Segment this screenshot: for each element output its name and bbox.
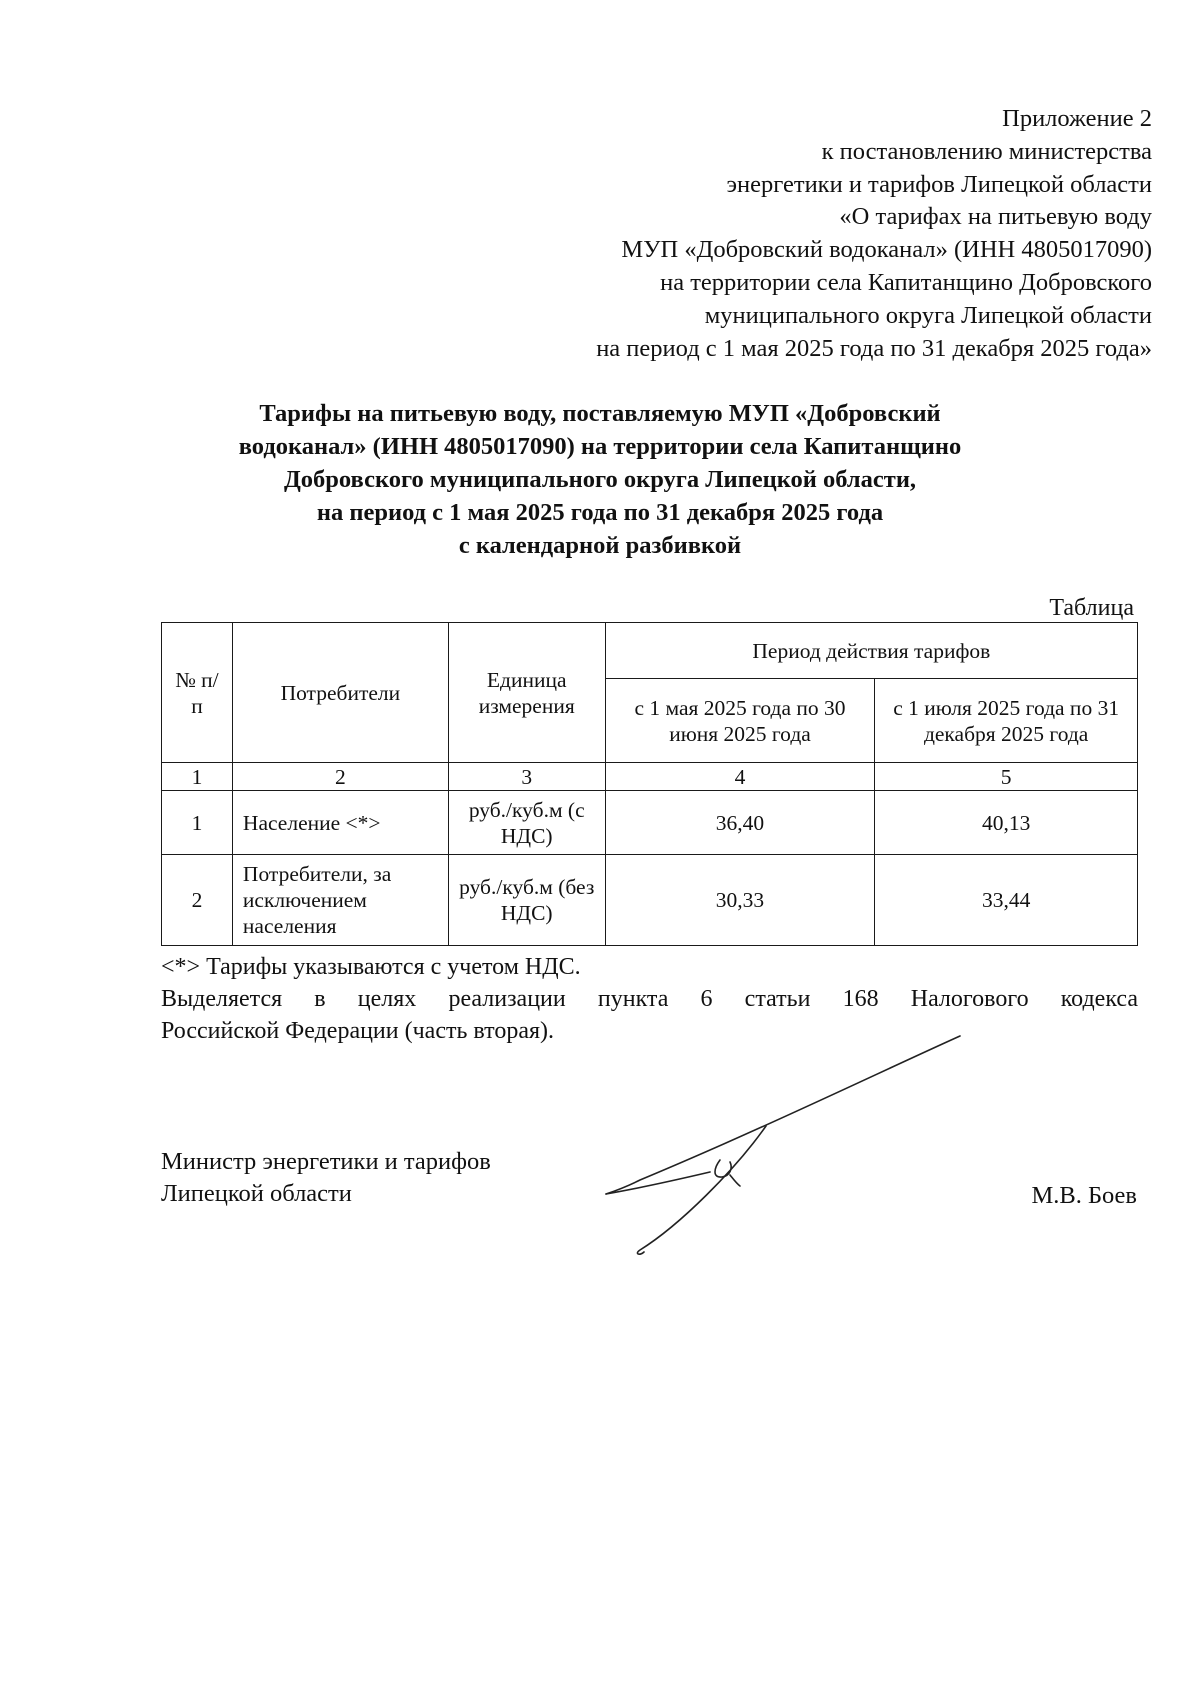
row-consumer: Потребители, за исключением населения <box>232 855 448 946</box>
allocation-note-line-2: Российской Федерации (часть вторая). <box>161 1018 555 1044</box>
footnote: <*> Тарифы указываются с учетом НДС. <box>161 954 581 980</box>
title-line: водоканал» (ИНН 4805017090) на территории села Капитанщино <box>238 433 962 460</box>
column-number: 5 <box>875 763 1138 791</box>
appendix-line: МУП «Добровский водоканал» (ИНН 4805017090) <box>621 236 1152 264</box>
header-num: № п/п <box>162 623 233 763</box>
signatory-name: М.В. Боев <box>1031 1182 1137 1209</box>
position-line: Министр энергетики и тарифов <box>161 1148 491 1175</box>
header-period: Период действия тарифов <box>605 623 1137 679</box>
header-unit: Единица измерения <box>448 623 605 763</box>
row-tariff-period-2: 33,44 <box>875 855 1138 946</box>
appendix-line: энергетики и тарифов Липецкой области <box>726 170 1152 198</box>
appendix-line: на период с 1 мая 2025 года по 31 декабря 2025 года» <box>596 334 1152 362</box>
appendix-line: к постановлению министерства <box>821 137 1152 165</box>
row-unit: руб./куб.м (без НДС) <box>448 855 605 946</box>
title-line: Тарифы на питьевую воду, поставляемую МУП «Добровский <box>259 400 941 427</box>
column-number: 3 <box>448 763 605 791</box>
column-number: 2 <box>232 763 448 791</box>
title-line: с календарной разбивкой <box>458 532 742 559</box>
header-period-2: с 1 июля 2025 года по 31 декабря 2025 года <box>875 679 1138 763</box>
row-tariff-period-2: 40,13 <box>875 791 1138 855</box>
row-unit: руб./куб.м (с НДС) <box>448 791 605 855</box>
appendix-line: муниципального округа Липецкой области <box>704 301 1152 329</box>
header-consumers: Потребители <box>232 623 448 763</box>
appendix-line: Приложение 2 <box>1002 105 1152 132</box>
row-num: 2 <box>162 855 233 946</box>
row-tariff-period-1: 36,40 <box>605 791 875 855</box>
column-number: 4 <box>605 763 875 791</box>
appendix-line: на территории села Капитанщино Добровского <box>660 268 1152 296</box>
column-number: 1 <box>162 763 233 791</box>
title-line: Добровского муниципального округа Липецкой области, <box>283 466 917 493</box>
row-num: 1 <box>162 791 233 855</box>
allocation-note-line-1: Выделяется в целях реализации пункта 6 статьи 168 Налогового кодекса <box>161 986 1138 1012</box>
row-consumer: Население <*> <box>232 791 448 855</box>
appendix-line: «О тарифах на питьевую воду <box>839 203 1152 231</box>
table-label: Таблица <box>1049 595 1134 621</box>
title-line: на период с 1 мая 2025 года по 31 декабря 2025 года <box>316 499 884 526</box>
position-line: Липецкой области <box>161 1180 352 1207</box>
row-tariff-period-1: 30,33 <box>605 855 875 946</box>
header-period-1: с 1 мая 2025 года по 30 июня 2025 года <box>605 679 875 763</box>
